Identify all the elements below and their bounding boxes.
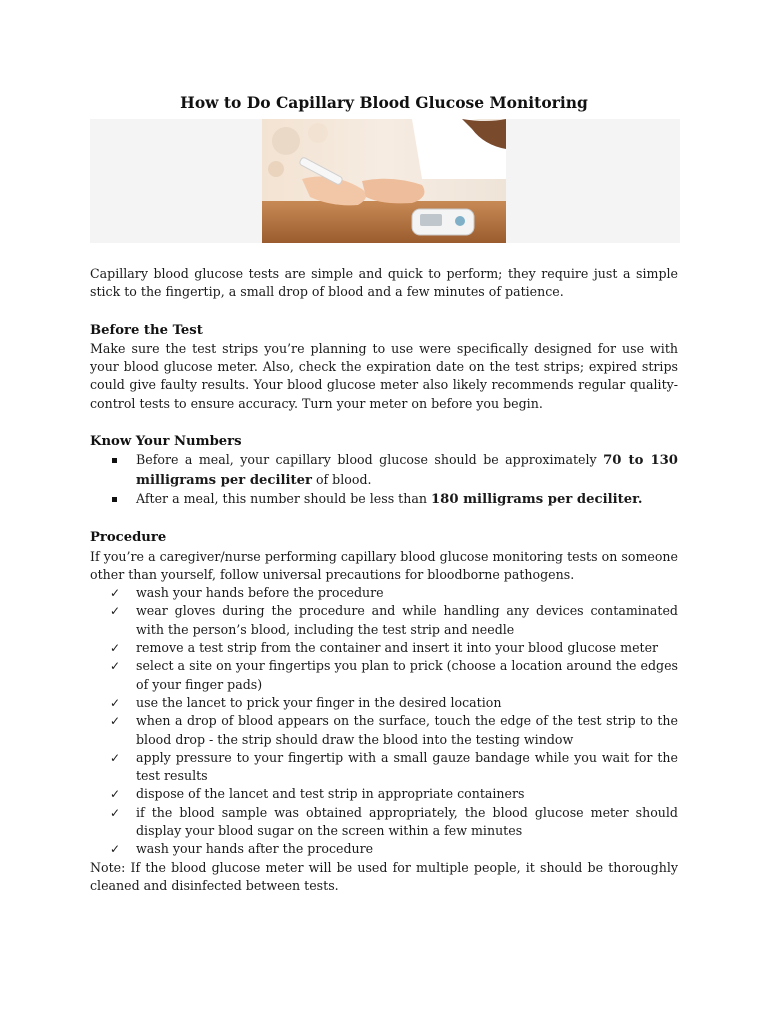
check-icon: ✓ — [110, 787, 121, 802]
list-item: ✓ dispose of the lancet and test strip in appropriate containers — [90, 785, 678, 803]
check-icon: ✓ — [110, 604, 121, 619]
list-item: ✓ if the blood sample was obtained appropriately, the blood glucose meter should display your blood sugar on the screen within a few minutes — [110, 804, 678, 839]
check-icon: ✓ — [110, 641, 121, 656]
list-item: ✓ remove a test strip from the container and insert it into your blood glucose meter — [90, 639, 678, 657]
list-item: ✓ when a drop of blood appears on the surface, touch the edge of the test strip to the blood drop - the strip should draw the blood into the testing window — [110, 713, 678, 747]
list-item: ✓ wear gloves during the procedure and while handling any devices contaminated with the person’s blood, including the test strip and needle — [110, 603, 678, 637]
list-item: ✓ select a site on your fingertips you plan to prick (choose a location around the edges of your finger pads) — [110, 658, 678, 692]
check-icon: ✓ — [110, 842, 121, 857]
section-procedure — [90, 529, 678, 895]
check-icon: ✓ — [110, 586, 121, 601]
square-bullet-icon — [112, 458, 117, 463]
procedure-steps — [90, 584, 678, 858]
bold-value: 70 to 130 milligrams per deciliter — [136, 453, 678, 488]
check-icon: ✓ — [110, 659, 121, 674]
hero-banner — [90, 119, 680, 243]
numbers-list — [90, 451, 678, 509]
list-item: After a meal, this number should be less than 180 milligrams per deciliter. — [90, 490, 678, 509]
procedure-paragraph: If you’re a caregiver/nurse performing capillary blood glucose monitoring tests on someone other than yourself, follow universal precautions for bloodborne pathogens. — [90, 548, 678, 582]
square-bullet-icon — [112, 497, 117, 502]
check-icon: ✓ — [110, 714, 121, 729]
section-heading-before-test: Before the Test — [90, 322, 203, 338]
list-item: ✓ apply pressure to your fingertip with a small gauze bandage while you wait for the test results — [110, 749, 678, 784]
check-icon: ✓ — [110, 695, 121, 710]
document-page — [90, 0, 678, 895]
glucose-test-photo — [262, 119, 506, 243]
list-item: ✓ use the lancet to prick your finger in the desired location — [90, 694, 678, 712]
list-item: ✓ wash your hands before the procedure — [90, 584, 678, 602]
section-heading-procedure: Procedure — [90, 530, 167, 546]
page-title: How to Do Capillary Blood Glucose Monitoring — [180, 93, 588, 112]
before-test-paragraph: Make sure the test strips you’re planning to use were specifically designed for use with your blood glucose meter. Also, check the expiration date on the test strips; expired strips could give faulty results. Your blood glucose meter also likely recommends regular quality-control tests to ensure accuracy. Turn your meter on before you begin. — [90, 340, 678, 411]
note-paragraph: Note: If the blood glucose meter will be used for multiple people, it should be thoroughly cleaned and disinfected between tests. — [90, 859, 678, 893]
list-item: ✓ wash your hands after the procedure — [90, 840, 678, 858]
list-item: Before a meal, your capillary blood glucose should be approximately 70 to 130 milligrams per deciliter of blood. — [90, 451, 678, 490]
section-before-test — [90, 322, 678, 413]
section-heading-know-numbers: Know Your Numbers — [90, 434, 242, 450]
check-icon: ✓ — [110, 805, 121, 820]
bold-value: 180 milligrams per deciliter. — [430, 491, 643, 507]
intro-paragraph: Capillary blood glucose tests are simple and quick to perform; they require just a simple stick to the fingertip, a small drop of blood and a few minutes of patience. — [90, 266, 678, 300]
section-know-numbers — [90, 433, 678, 509]
check-icon: ✓ — [110, 750, 121, 765]
